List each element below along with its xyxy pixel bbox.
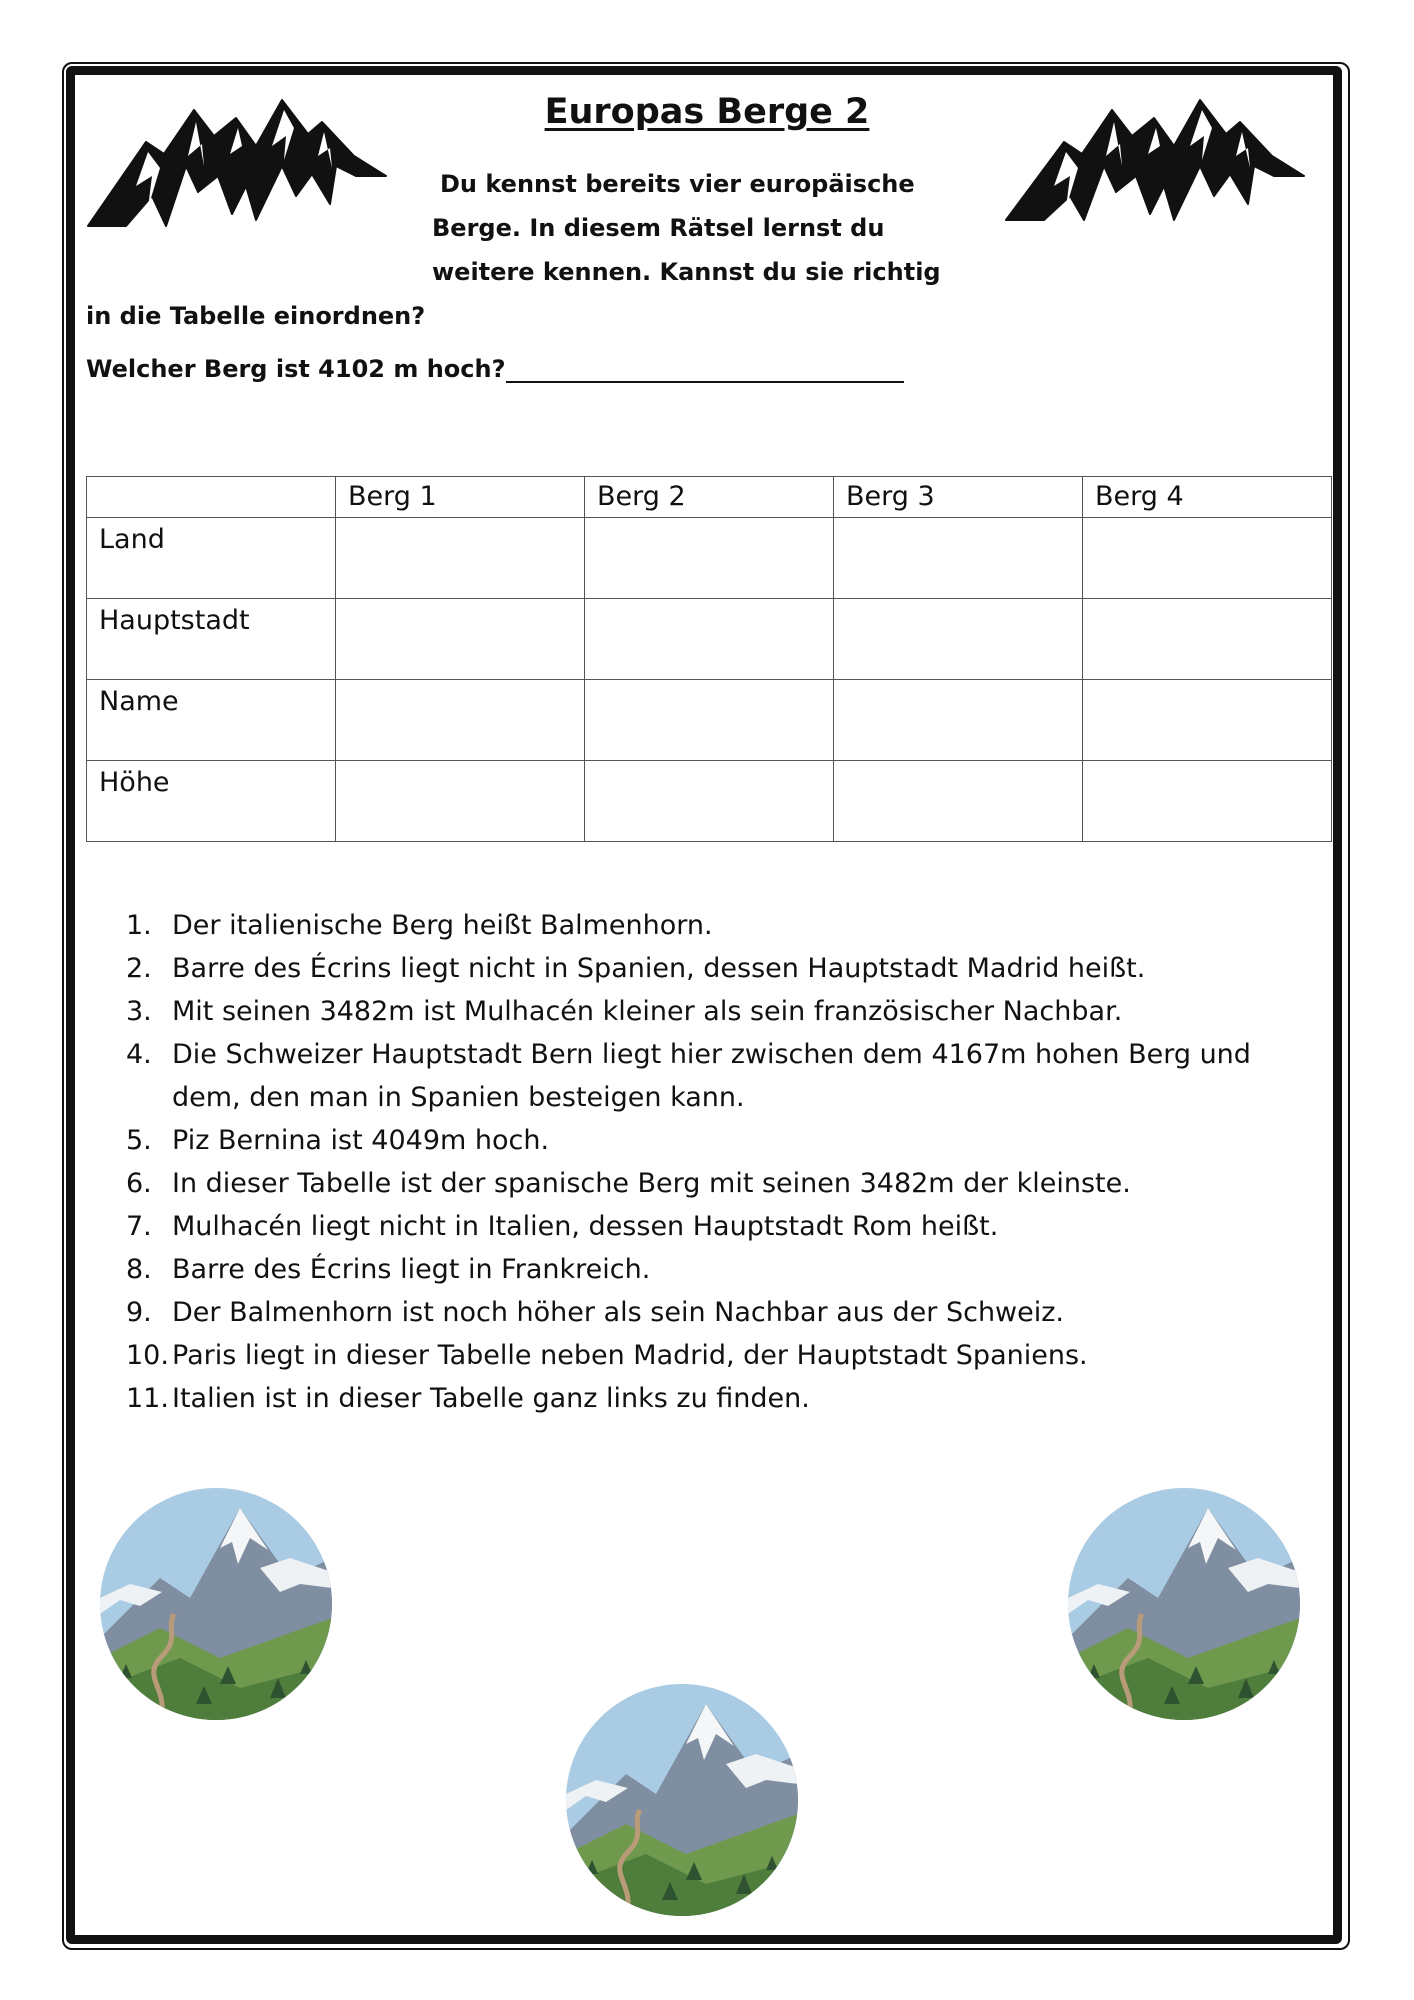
table-cell[interactable] (585, 680, 834, 761)
clue-text: In dieser Tabelle ist der spanische Berg mit seinen 3482m der kleinste. (172, 1168, 1131, 1199)
clue-number: 10. (126, 1340, 169, 1371)
clue-number: 1. (126, 910, 152, 941)
mountain-landscape-badge-icon (566, 1684, 798, 1916)
table-header-cell: Berg 2 (585, 477, 834, 518)
table-cell[interactable] (336, 518, 585, 599)
clue-text: Italien ist in dieser Tabelle ganz links zu finden. (172, 1383, 810, 1414)
table-header-cell (87, 477, 336, 518)
clue-number: 7. (126, 1211, 152, 1242)
clue-number: 9. (126, 1297, 152, 1328)
table-cell[interactable] (1083, 518, 1332, 599)
clue-number: 3. (126, 996, 152, 1027)
mountain-silhouette-icon (86, 96, 416, 236)
intro-line-3: weitere kennen. Kannst du sie richtig (432, 258, 941, 286)
table-header-row (87, 477, 1332, 518)
table-cell[interactable] (1083, 761, 1332, 842)
clue-number: 6. (126, 1168, 152, 1199)
answer-blank[interactable] (506, 355, 904, 383)
mountain-landscape-badge-icon (1068, 1488, 1300, 1720)
table-cell[interactable] (834, 518, 1083, 599)
list-item (126, 1119, 1326, 1162)
list-item (126, 1033, 1326, 1119)
clue-text: Barre des Écrins liegt nicht in Spanien, dessen Hauptstadt Madrid heißt. (172, 953, 1146, 984)
list-item (126, 904, 1326, 947)
list-item (126, 1248, 1326, 1291)
table-row (87, 599, 1332, 680)
table-header-cell: Berg 1 (336, 477, 585, 518)
table-cell[interactable] (1083, 599, 1332, 680)
clue-number: 4. (126, 1039, 152, 1070)
table-cell[interactable] (834, 599, 1083, 680)
clue-number: 8. (126, 1254, 152, 1285)
table-cell[interactable] (1083, 680, 1332, 761)
table-cell[interactable] (336, 761, 585, 842)
row-label: Name (87, 680, 336, 761)
row-label: Hauptstadt (87, 599, 336, 680)
table-row (87, 680, 1332, 761)
list-item (126, 990, 1326, 1033)
table-row (87, 518, 1332, 599)
clue-text: Mit seinen 3482m ist Mulhacén kleiner als sein französischer Nachbar. (172, 996, 1123, 1027)
table-cell[interactable] (336, 599, 585, 680)
table-header-cell: Berg 4 (1083, 477, 1332, 518)
puzzle-table (86, 476, 1332, 842)
mountain-landscape-badge-icon (100, 1488, 332, 1720)
clue-number: 2. (126, 953, 152, 984)
table-cell[interactable] (585, 518, 834, 599)
table-header-cell: Berg 3 (834, 477, 1083, 518)
clue-number: 11. (126, 1383, 169, 1414)
list-item (126, 1205, 1326, 1248)
list-item (126, 1334, 1326, 1377)
table-cell[interactable] (585, 761, 834, 842)
list-item (126, 1291, 1326, 1334)
list-item (126, 947, 1326, 990)
row-label: Land (87, 518, 336, 599)
question-text: Welcher Berg ist 4102 m hoch? (86, 355, 506, 383)
clue-number: 5. (126, 1125, 152, 1156)
table-cell[interactable] (336, 680, 585, 761)
table-cell[interactable] (834, 761, 1083, 842)
clue-text: Die Schweizer Hauptstadt Bern liegt hier zwischen dem 4167m hohen Berg und dem, den man in Spanien besteigen kann. (172, 1039, 1251, 1113)
clue-text: Piz Bernina ist 4049m hoch. (172, 1125, 550, 1156)
row-label: Höhe (87, 761, 336, 842)
clue-list (126, 904, 1326, 1420)
clue-text: Barre des Écrins liegt in Frankreich. (172, 1254, 651, 1285)
question (86, 355, 904, 383)
table-row (87, 761, 1332, 842)
table-cell[interactable] (585, 599, 834, 680)
clue-text: Der Balmenhorn ist noch höher als sein Nachbar aus der Schweiz. (172, 1297, 1065, 1328)
intro-line-2: Berge. In diesem Rätsel lernst du (432, 214, 885, 242)
intro-line-1: Du kennst bereits vier europäische (440, 170, 915, 198)
clue-text: Mulhacén liegt nicht in Italien, dessen Hauptstadt Rom heißt. (172, 1211, 999, 1242)
intro-line-4: in die Tabelle einordnen? (86, 302, 426, 330)
clue-text: Der italienische Berg heißt Balmenhorn. (172, 910, 713, 941)
table-cell[interactable] (834, 680, 1083, 761)
list-item (126, 1162, 1326, 1205)
page-title: Europas Berge 2 (544, 92, 870, 132)
clue-text: Paris liegt in dieser Tabelle neben Madrid, der Hauptstadt Spaniens. (172, 1340, 1088, 1371)
mountain-silhouette-icon (1004, 96, 1334, 236)
list-item (126, 1377, 1326, 1420)
